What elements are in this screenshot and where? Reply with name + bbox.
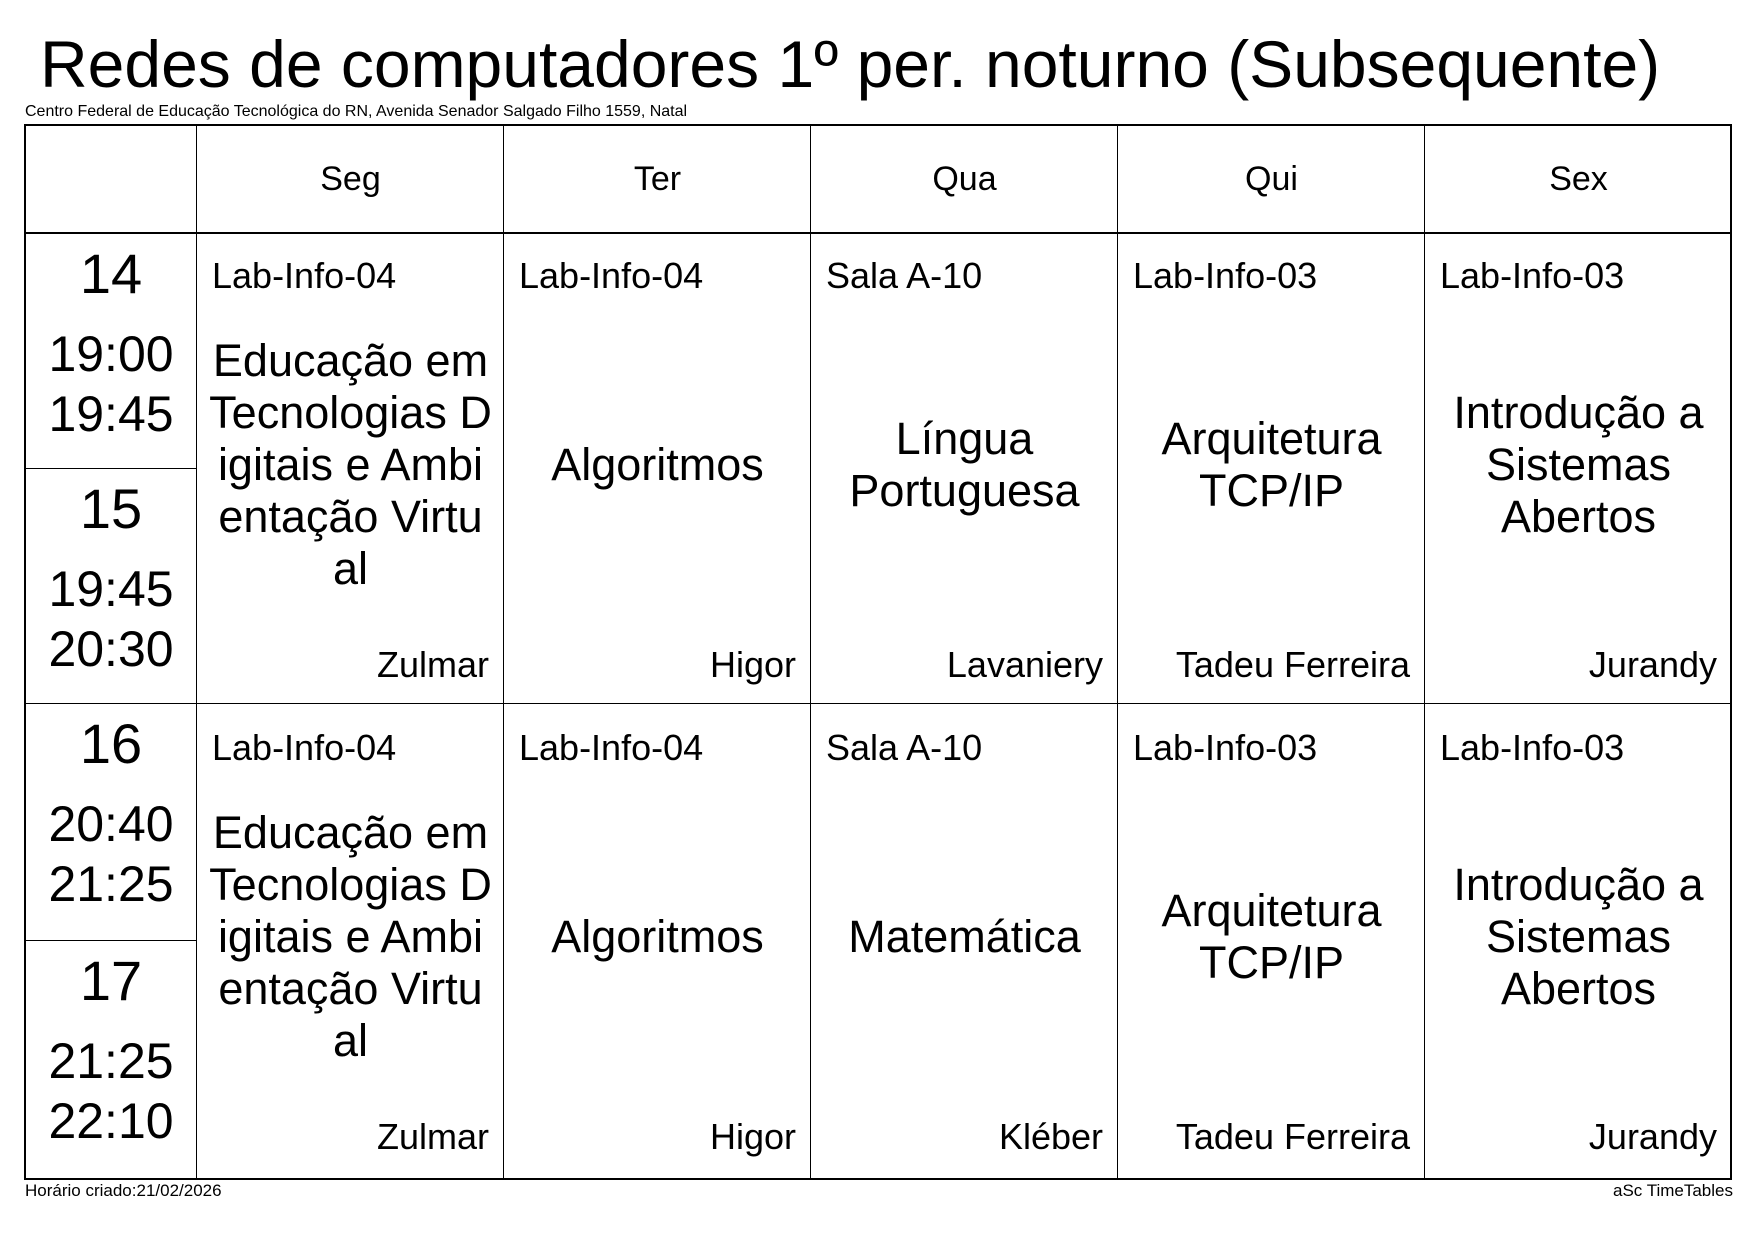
lesson-teacher: Zulmar — [376, 644, 489, 685]
lesson-teacher: Lavaniery — [946, 644, 1103, 685]
lesson-cell — [504, 234, 811, 705]
day-header-seg: Seg — [320, 160, 381, 198]
period-end-time: 19:45 — [48, 386, 174, 442]
lesson-cell — [1425, 706, 1732, 1177]
period-end-time: 22:10 — [48, 1093, 174, 1149]
lesson-room: Lab-Info-03 — [1133, 255, 1318, 296]
period-15 — [26, 469, 196, 703]
lesson-subject: Introdução a Sistemas Abertos — [1453, 858, 1704, 1014]
lesson-teacher: Higor — [709, 1116, 796, 1157]
lesson-room: Lab-Info-04 — [519, 255, 704, 296]
period-start-time: 19:45 — [48, 561, 174, 617]
day-header-ter: Ter — [633, 160, 682, 198]
period-start-time: 21:25 — [48, 1033, 174, 1089]
lesson-subject: Arquitetura TCP/IP — [1161, 412, 1382, 516]
period-start-time: 19:00 — [48, 326, 174, 382]
lesson-cell — [197, 706, 504, 1177]
period-end-time: 21:25 — [48, 856, 174, 912]
lesson-room: Lab-Info-04 — [212, 727, 397, 768]
generator-credit: aSc TimeTables — [1613, 1181, 1733, 1200]
lesson-cell — [1425, 234, 1732, 705]
lesson-teacher: Tadeu Ferreira — [1175, 644, 1410, 685]
lesson-room: Sala A-10 — [826, 727, 983, 768]
creation-date: Horário criado:21/02/2026 — [25, 1181, 222, 1200]
period-14 — [26, 234, 196, 468]
lesson-subject: Algoritmos — [551, 910, 764, 962]
lesson-teacher: Jurandy — [1588, 1116, 1717, 1157]
day-header-qua: Qua — [932, 160, 997, 198]
period-number: 16 — [79, 712, 143, 775]
lesson-subject: Educação em Tecnologias Digitais e Ambientação Virtual — [209, 334, 492, 594]
lesson-subject: Educação em Tecnologias Digitais e Ambientação Virtual — [209, 806, 492, 1066]
lesson-teacher: Kléber — [998, 1116, 1103, 1157]
lesson-room: Lab-Info-04 — [519, 727, 704, 768]
lesson-subject: Língua Portuguesa — [849, 412, 1080, 516]
lesson-subject: Algoritmos — [551, 438, 764, 490]
day-header-sex: Sex — [1549, 160, 1608, 198]
day-header-qui: Qui — [1245, 160, 1298, 198]
institution-address: Centro Federal de Educação Tecnológica do RN, Avenida Senador Salgado Filho 1559, Natal — [25, 103, 688, 120]
lesson-cell — [197, 234, 504, 705]
lesson-cell — [1118, 706, 1425, 1177]
lesson-cell — [811, 706, 1118, 1177]
period-end-time: 20:30 — [48, 621, 174, 677]
lesson-room: Sala A-10 — [826, 255, 983, 296]
lesson-cell — [1118, 234, 1425, 705]
period-number: 17 — [79, 949, 143, 1012]
page-title: Redes de computadores 1º per. noturno (Subsequente) — [40, 27, 1661, 101]
lesson-teacher: Higor — [709, 644, 796, 685]
period-number: 15 — [79, 477, 143, 540]
lesson-subject: Matemática — [848, 910, 1081, 962]
lesson-teacher: Jurandy — [1588, 644, 1717, 685]
lesson-subject: Arquitetura TCP/IP — [1161, 884, 1382, 988]
lesson-subject: Introdução a Sistemas Abertos — [1453, 386, 1704, 542]
lesson-teacher: Zulmar — [376, 1116, 489, 1157]
lesson-cell — [504, 706, 811, 1177]
lesson-teacher: Tadeu Ferreira — [1175, 1116, 1410, 1157]
lesson-room: Lab-Info-03 — [1440, 255, 1625, 296]
lesson-room: Lab-Info-03 — [1133, 727, 1318, 768]
timetable-grid — [24, 124, 1732, 1180]
lesson-room: Lab-Info-03 — [1440, 727, 1625, 768]
lesson-cell — [811, 234, 1118, 705]
period-16 — [26, 704, 196, 940]
lesson-room: Lab-Info-04 — [212, 255, 397, 296]
period-17 — [26, 941, 196, 1178]
period-start-time: 20:40 — [48, 796, 174, 852]
period-number: 14 — [79, 242, 143, 305]
